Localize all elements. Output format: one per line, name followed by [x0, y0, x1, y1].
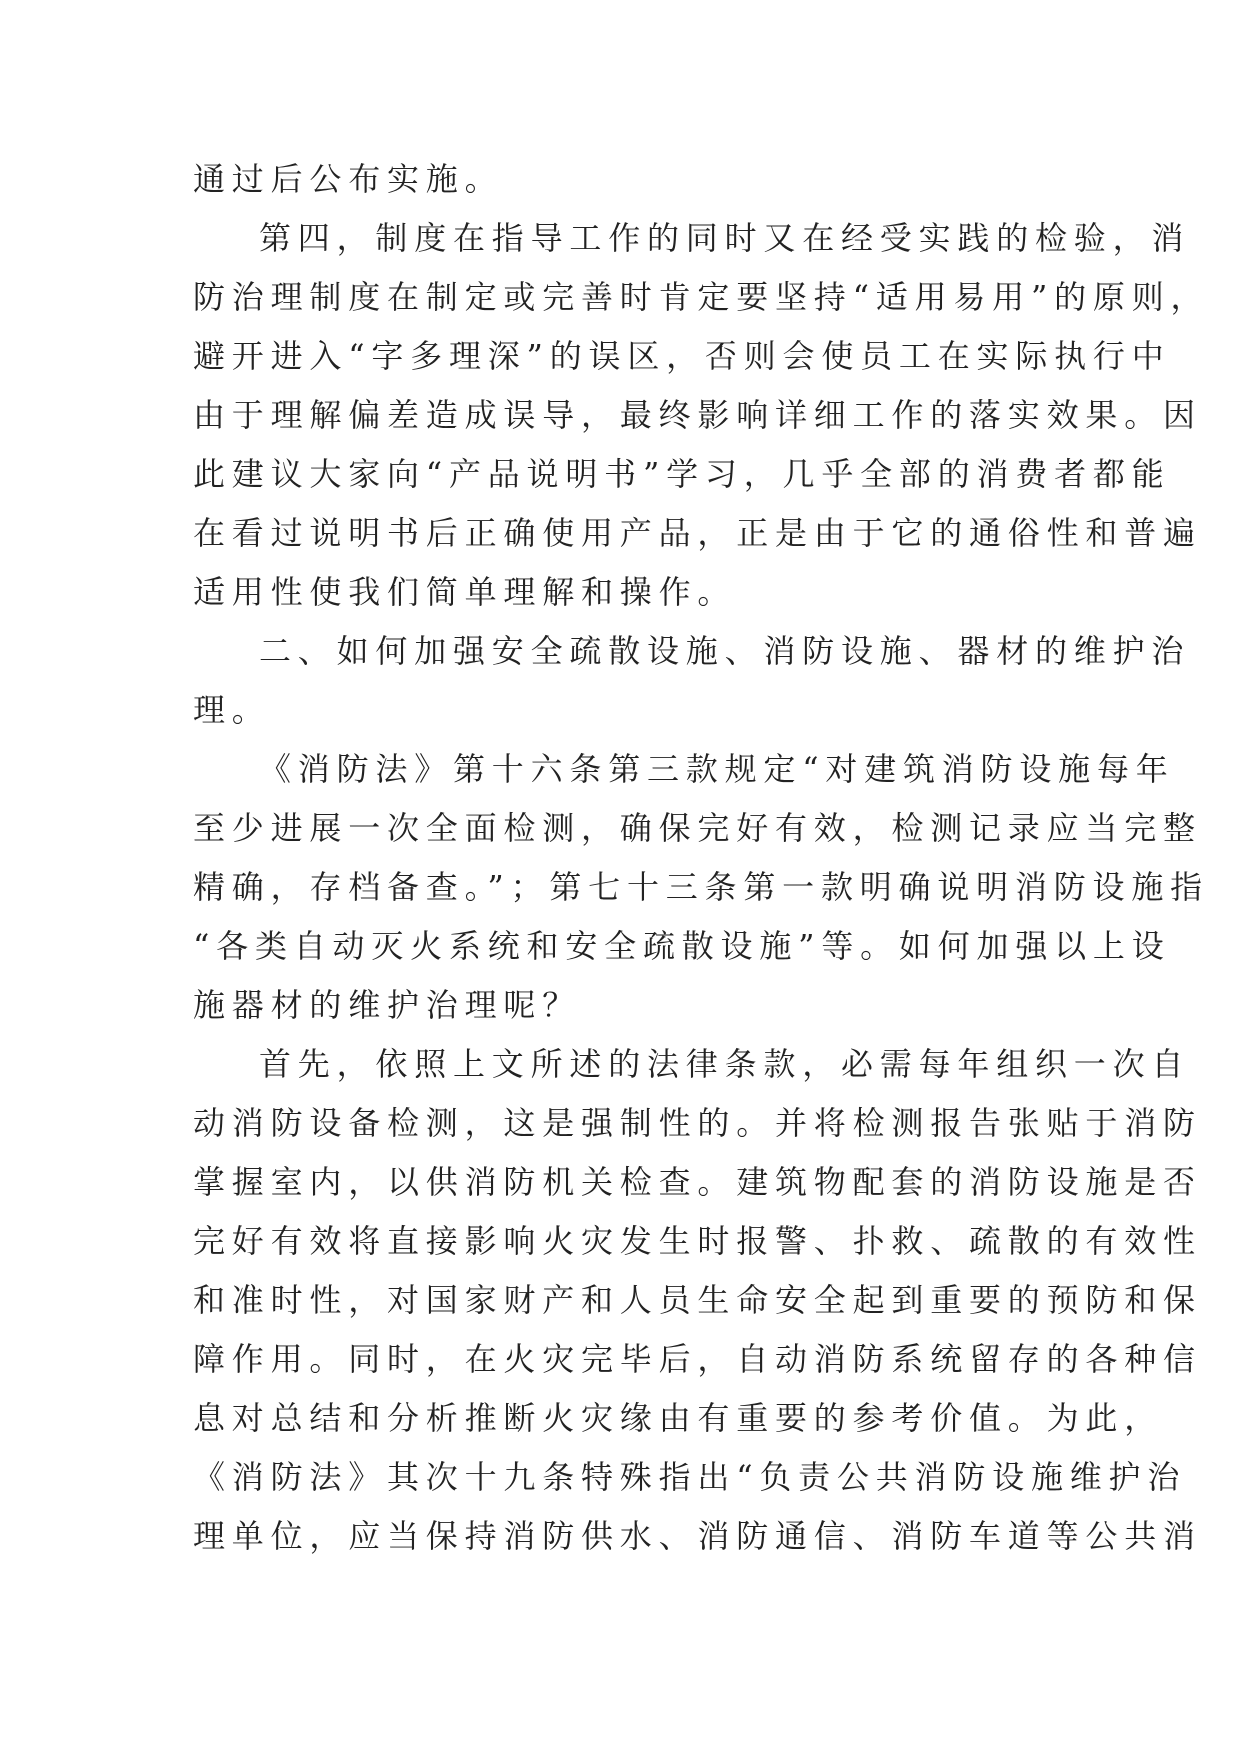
text-line: 至少进展一次全面检测，确保完好有效，检测记录应当完整 [193, 809, 1202, 847]
text-line: 通过后公布实施。 [193, 160, 504, 198]
text-line: 在看过说明书后正确使用产品，正是由于它的通俗性和普遍 [193, 514, 1202, 552]
text-line: 此建议大家向“产品说明书”学习，几乎全部的消费者都能 [193, 455, 1171, 493]
text-line: 和准时性，对国家财产和人员生命安全起到重要的预防和保 [193, 1281, 1202, 1319]
section-heading-line: 二、如何加强安全疏散设施、消防设施、器材的维护治 [259, 632, 1191, 670]
paragraph-start-line: 《消防法》第十六条第三款规定“对建筑消防设施每年 [259, 750, 1175, 788]
text-line: “各类自动灭火系统和安全疏散设施”等。如何加强以上设 [193, 927, 1171, 965]
text-line: 《消防法》其次十九条特殊指出“负责公共消防设施维护治 [193, 1458, 1187, 1496]
section-heading-line: 理。 [193, 691, 271, 729]
text-line: 动消防设备检测，这是强制性的。并将检测报告张贴于消防 [193, 1104, 1202, 1142]
text-line: 防治理制度在制定或完善时肯定要坚持“适用易用”的原则， [193, 278, 1210, 316]
text-line: 掌握室内，以供消防机关检查。建筑物配套的消防设施是否 [193, 1163, 1202, 1201]
text-line: 精确，存档备查。”；第七十三条第一款明确说明消防设施指 [193, 868, 1209, 906]
document-body [193, 150, 1210, 1566]
text-line: 适用性使我们简单理解和操作。 [193, 573, 737, 611]
text-line: 完好有效将直接影响火灾发生时报警、扑救、疏散的有效性 [193, 1222, 1202, 1260]
paragraph-start-line: 第四，制度在指导工作的同时又在经受实践的检验，消 [259, 219, 1191, 257]
text-line: 避开进入“字多理深”的误区，否则会使员工在实际执行中 [193, 337, 1171, 375]
text-line: 障作用。同时，在火灾完毕后，自动消防系统留存的各种信 [193, 1340, 1202, 1378]
text-line: 施器材的维护治理呢？ [193, 986, 582, 1024]
text-line: 息对总结和分析推断火灾缘由有重要的参考价值。为此， [193, 1399, 1164, 1437]
paragraph-start-line: 首先，依照上文所述的法律条款，必需每年组织一次自 [259, 1045, 1191, 1083]
text-line: 理单位，应当保持消防供水、消防通信、消防车道等公共消 [193, 1517, 1202, 1555]
text-line: 由于理解偏差造成误导，最终影响详细工作的落实效果。因 [193, 396, 1202, 434]
